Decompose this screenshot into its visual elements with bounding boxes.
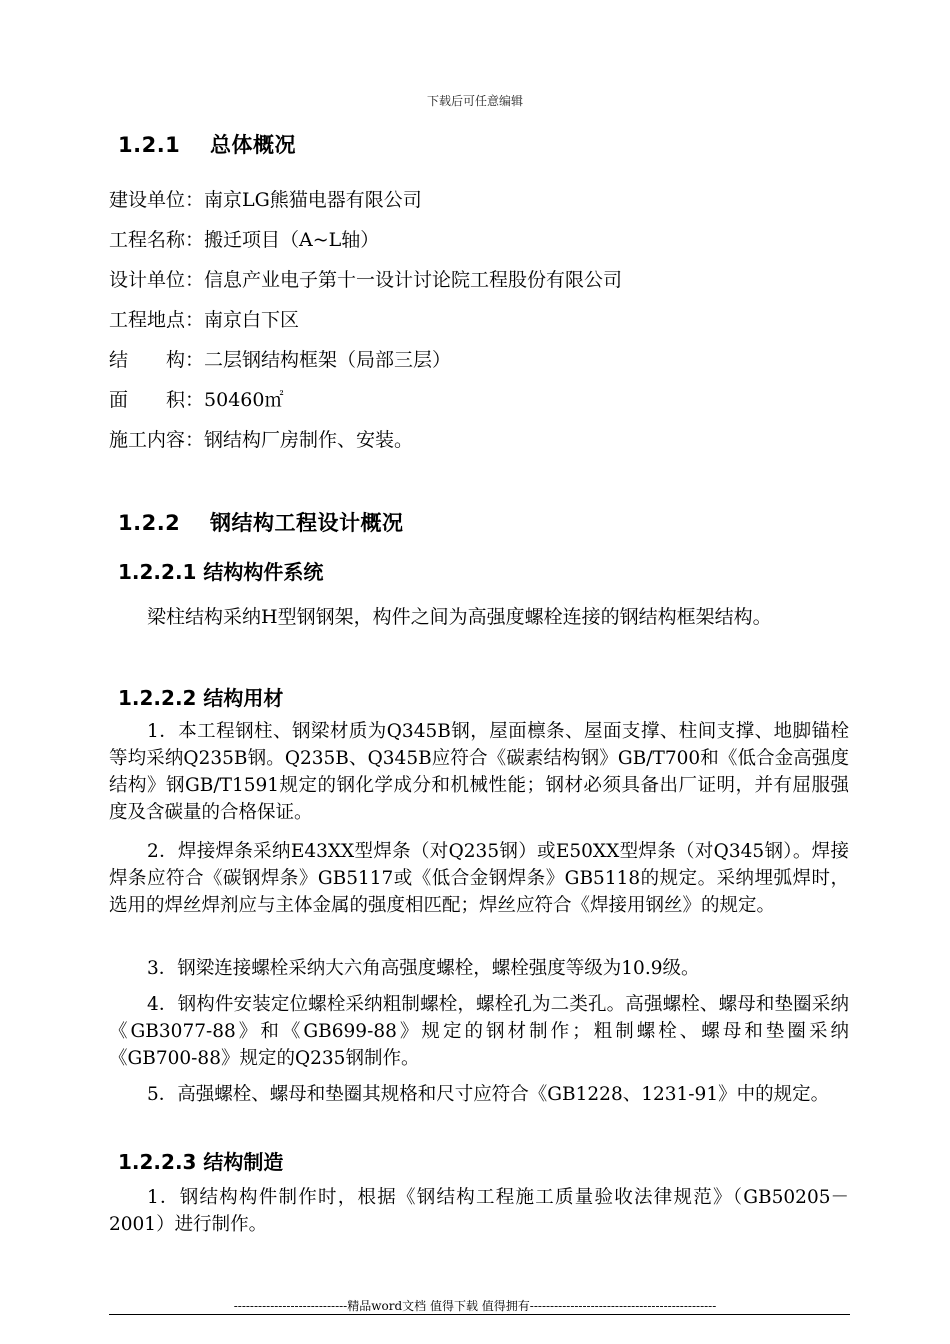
info-line-designer (109, 265, 622, 292)
info-label: 结 构： (109, 349, 205, 371)
paragraph-material-4: 4．钢构件安装定位螺栓采纳粗制螺栓，螺栓孔为二类孔。高强螺栓、螺母和垫圈采纳《GB3077-88》和《GB699-88》规定的钢材制作；粗制螺栓、螺母和垫圈采纳《GB700-88》规定的Q235钢制作。 (109, 994, 849, 1069)
section-title: 钢结构工程设计概况 (210, 511, 404, 535)
info-line-location (109, 305, 299, 332)
paragraph-material-3: 3．钢梁连接螺栓采纳大六角高强度螺栓，螺栓强度等级为10.9级。 (147, 958, 700, 979)
subsection-heading-1-2-2-1: 1.2.2.1 结构构件系统 (118, 560, 324, 584)
section-title: 总体概况 (210, 133, 296, 157)
info-value: 南京白下区 (204, 309, 300, 331)
footer-rule (109, 1314, 850, 1315)
info-value: 钢结构厂房制作、安装。 (204, 429, 414, 451)
paragraph-material-2: 2．焊接焊条采纳E43XX型焊条（对Q235钢）或E50XX型焊条（对Q345钢）。焊接焊条应符合《碳钢焊条》GB5117或《低合金钢焊条》GB5118的规定。采纳埋弧焊时，选用的焊丝焊剂应与主体金属的强度相匹配；焊丝应符合《焊接用钢丝》的规定。 (109, 841, 849, 916)
info-line-builder (109, 185, 422, 212)
info-value: 南京LG熊猫电器有限公司 (204, 189, 422, 211)
paragraph-structure-system: 梁柱结构采纳H型钢钢架，构件之间为高强度螺栓连接的钢结构框架结构。 (147, 606, 772, 628)
info-value: 50460㎡ (204, 389, 284, 411)
info-value: 信息产业电子第十一设计讨论院工程股份有限公司 (204, 269, 623, 291)
subsection-heading-1-2-2-3: 1.2.2.3 结构制造 (118, 1150, 284, 1174)
info-label: 设计单位： (109, 269, 205, 291)
info-value: 搬迁项目（A~L轴） (204, 229, 380, 251)
section-heading-1-2-2 (118, 507, 404, 537)
paragraph-material-5: 5．高强螺栓、螺母和垫圈其规格和尺寸应符合《GB1228、1231-91》中的规定。 (147, 1084, 830, 1105)
section-heading-1-2-1 (118, 129, 296, 159)
paragraph-material-1: 1．本工程钢柱、钢梁材质为Q345B钢，屋面檩条、屋面支撑、柱间支撑、地脚锚栓等均采纳Q235B钢。Q235B、Q345B应符合《碳素结构钢》GB/T700和《低合金高强度结构》钢GB/T1591规定的钢化学成分和机械性能；钢材必须具备出厂证明，并有屈服强度及含碳量的合格保证。 (109, 721, 849, 823)
info-label: 建设单位： (109, 189, 205, 211)
info-line-area (109, 385, 283, 412)
info-line-structure (109, 345, 451, 372)
info-line-scope (109, 425, 413, 452)
subsection-heading-1-2-2-2: 1.2.2.2 结构用材 (118, 686, 284, 710)
info-label: 工程名称： (109, 229, 205, 251)
header-note: 下载后可任意编辑 (426, 94, 523, 108)
info-label: 工程地点： (109, 309, 205, 331)
section-number: 1.2.2 (118, 511, 181, 535)
paragraph-fabrication-1: 1．钢结构构件制作时，根据《钢结构工程施工质量验收法律规范》（GB50205－2001）进行制作。 (109, 1187, 849, 1235)
info-value: 二层钢结构框架（局部三层） (204, 349, 452, 371)
info-label: 施工内容： (109, 429, 205, 451)
info-label: 面 积： (109, 389, 205, 411)
section-number: 1.2.1 (118, 133, 181, 157)
footer-note: ----------------------------精品word文档 值得下载 值得拥有---------------------------------------------- (233, 1299, 717, 1313)
info-line-project-name (109, 225, 379, 252)
